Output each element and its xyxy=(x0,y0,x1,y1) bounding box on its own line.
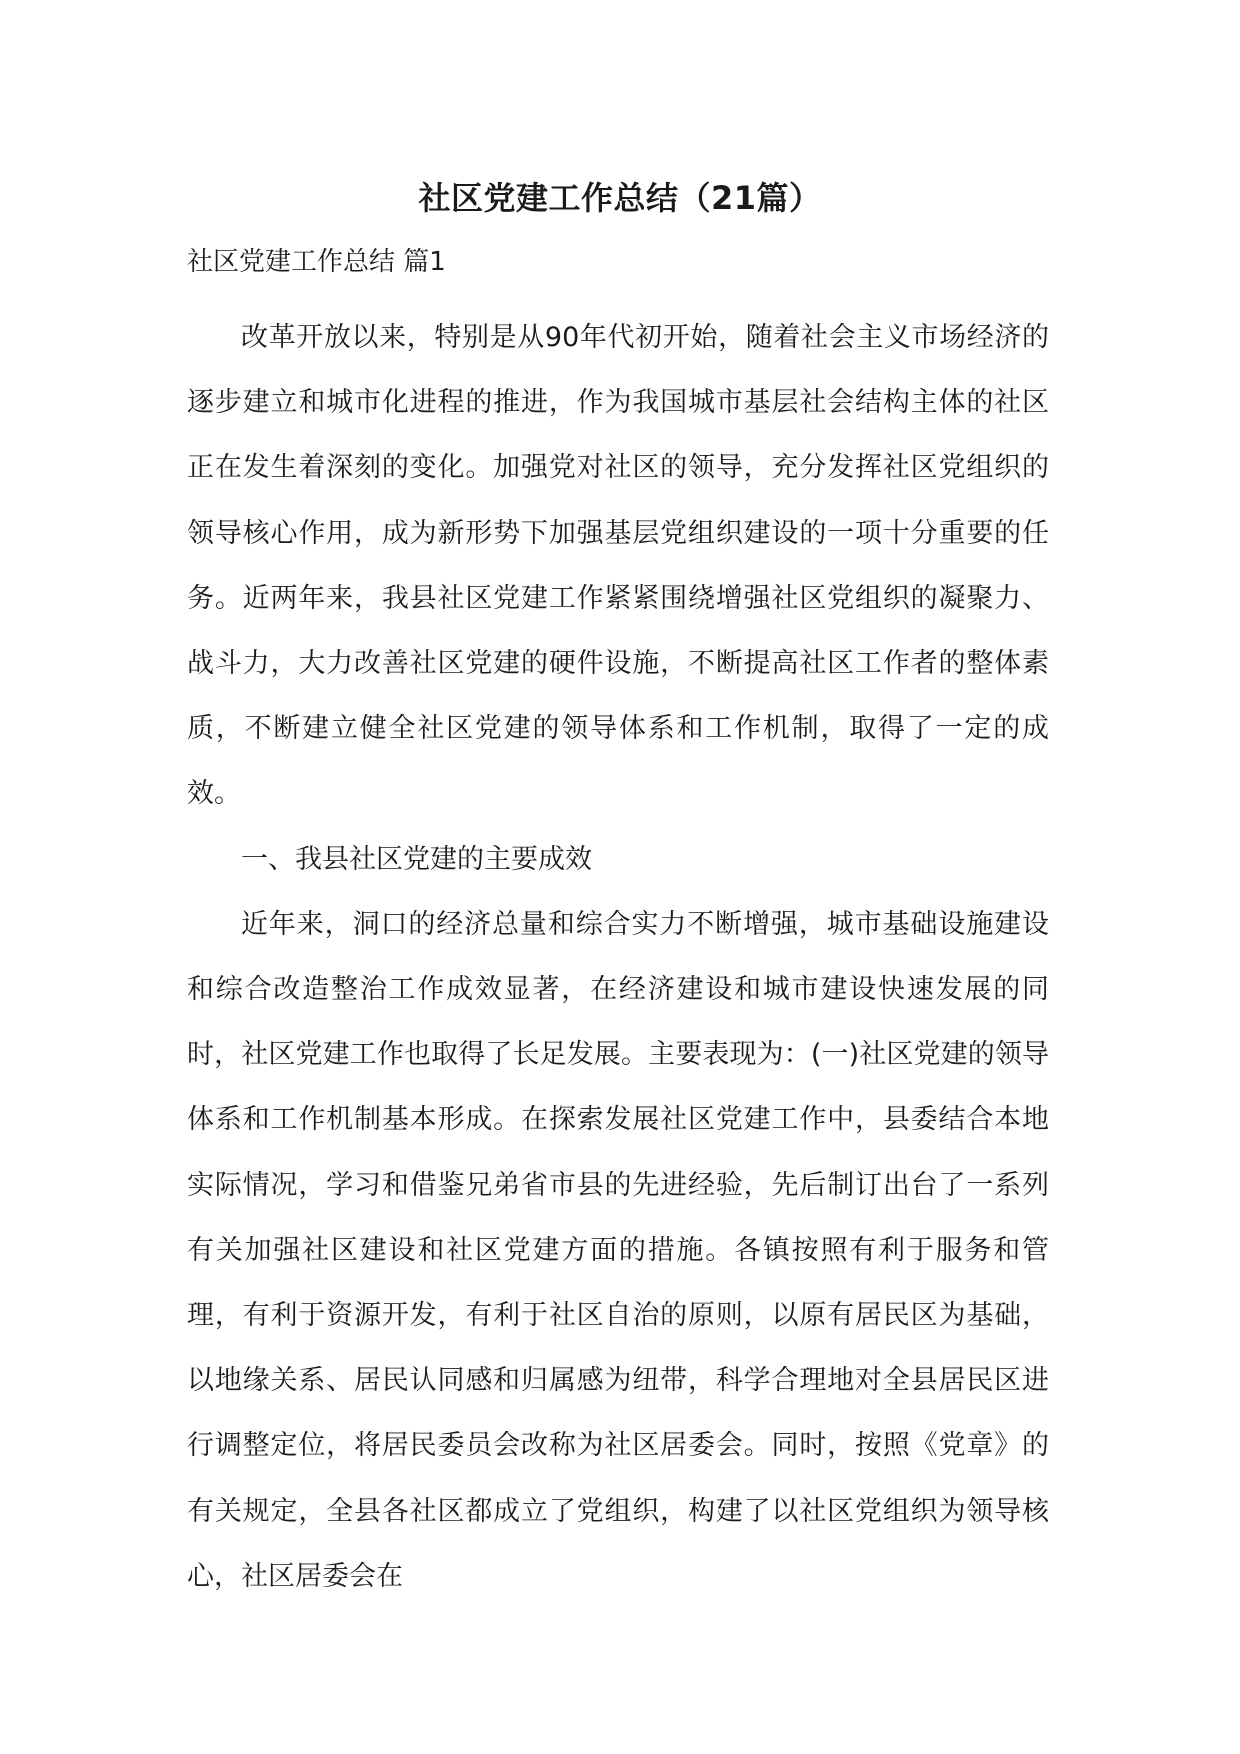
body-paragraph: 近年来，洞口的经济总量和综合实力不断增强，城市基础设施建设和综合改造整治工作成效显著，在经济建设和城市建设快速发展的同时，社区党建工作也取得了长足发展。主要表现为：(一)社区党建的领导体系和工作机制基本形成。在探索发展社区党建工作中，县委结合本地实际情况，学习和借鉴兄弟省市县的先进经验，先后制订出台了一系列有关加强社区建设和社区党建方面的措施。各镇按照有利于服务和管理，有利于资源开发，有利于社区自治的原则，以原有居民区为基础，以地缘关系、居民认同感和归属感为纽带，科学合理地对全县居民区进行调整定位，将居民委员会改称为社区居委会。同时，按照《党章》的有关规定，全县各社区都成立了党组织，构建了以社区党组织为领导核心，社区居委会在 xyxy=(187,908,1049,1592)
section-heading: 社区党建工作总结 篇1 xyxy=(187,247,446,277)
document-title: 社区党建工作总结（21篇） xyxy=(418,179,822,217)
document-body xyxy=(187,305,1049,1609)
subsection-heading: 一、我县社区党建的主要成效 xyxy=(241,843,592,875)
body-paragraph: 改革开放以来，特别是从90年代初开始，随着社会主义市场经济的逐步建立和城市化进程的推进，作为我国城市基层社会结构主体的社区正在发生着深刻的变化。加强党对社区的领导，充分发挥社区党组织的领导核心作用，成为新形势下加强基层党组织建设的一项十分重要的任务。近两年来，我县社区党建工作紧紧围绕增强社区党组织的凝聚力、战斗力，大力改善社区党建的硬件设施，不断提高社区工作者的整体素质，不断建立健全社区党建的领导体系和工作机制，取得了一定的成效。 xyxy=(187,322,1049,810)
